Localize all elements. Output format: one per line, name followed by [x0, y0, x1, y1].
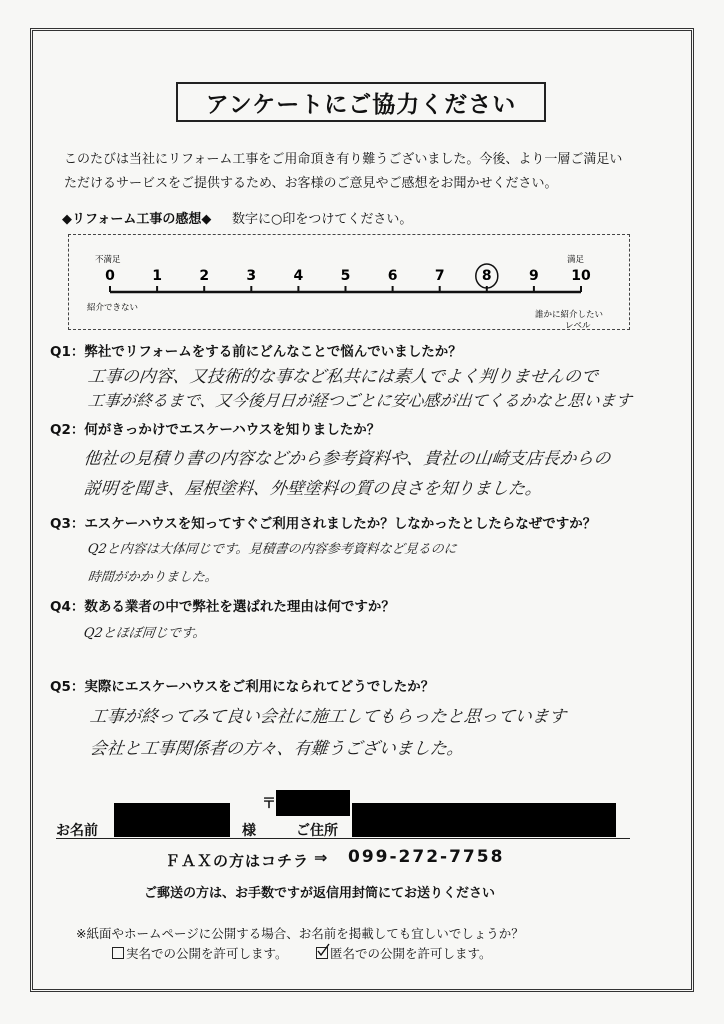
question-3: Q3：エスケーハウスを知ってすぐご利用されましたか？しなかったとしたらなぜですか？ [50, 516, 597, 532]
sama-label: 様 [242, 823, 256, 839]
checkmark-icon [316, 943, 330, 957]
scale-ticks [105, 264, 591, 292]
rating-instruction: 数字に○印をつけてください。 [232, 212, 413, 227]
satisfaction-scale [68, 234, 630, 330]
address-redaction [352, 803, 616, 837]
option-real-name[interactable] [112, 944, 288, 962]
scale-number-1[interactable]: 1 [152, 268, 162, 284]
scale-number-10[interactable]: 10 [571, 268, 591, 284]
scale-number-6[interactable]: 6 [387, 268, 398, 284]
answer-2-line-2: 説明を聞き、屋根塗料、外壁塗料の質の良さを知りました。 [82, 479, 544, 499]
scale-number-0[interactable]: 0 [105, 268, 115, 284]
anonymous-checkbox[interactable] [316, 947, 328, 959]
survey-title: アンケートにご協力ください [176, 82, 546, 122]
intro-line-2: ただけるサービスをご提供するため、お客様のご意見やご感想をお聞かせください。 [64, 176, 558, 191]
answer-3-line-2: 時間がかかりました。 [87, 570, 219, 585]
question-5: Q5：実際にエスケーハウスをご利用になられてどうでしたか？ [50, 679, 435, 695]
scale-right-top: 満足 [567, 255, 585, 265]
question-4: Q4：数ある業者の中で弊社を選ばれた理由は何ですか？ [50, 599, 395, 615]
intro-line-1: このたびは当社にリフォーム工事をご用命頂き有り難うございました。今後、より一層ご満足い [64, 152, 623, 167]
scale-number-4[interactable]: 4 [293, 268, 304, 284]
scale-number-3[interactable]: 3 [246, 268, 257, 284]
postal-mark: 〒 [262, 796, 276, 812]
real-name-checkbox[interactable] [112, 947, 124, 959]
form-underline [56, 838, 630, 839]
option-anon-label: 匿名での公開を許可します。 [330, 946, 492, 961]
answer-1-line-2: 工事が終るまで、又今後月日が経つごとに安心感が出てくるかなと思います [86, 391, 633, 410]
publish-question: ※紙面やホームページに公開する場合、お名前を掲載しても宜しいでしょうか？ [76, 926, 524, 941]
answer-3-line-1: Q2と内容は大体同じです。見積書の内容参考資料など見るのに [87, 542, 458, 557]
option-anonymous[interactable] [316, 944, 492, 962]
answer-1-line-1: 工事の内容、又技術的な事など私共には素人でよく判りませんので [86, 367, 599, 387]
scale-number-5[interactable]: 5 [340, 268, 351, 284]
postal-redaction [276, 790, 350, 816]
fax-arrow: ⇒ [314, 848, 328, 867]
mail-note: ご郵送の方は、お手数ですが返信用封筒にてお送りください [144, 886, 496, 901]
scale-number-9[interactable]: 9 [529, 268, 539, 284]
answer-4-line-1: Q2とほぼ同じです。 [83, 626, 207, 641]
scale-right-bottom-1: 誰かに紹介したい [535, 310, 604, 320]
scale-svg [69, 235, 631, 331]
address-label: ご住所 [296, 823, 338, 839]
scale-left-bottom: 紹介できない [87, 303, 139, 313]
scale-number-8[interactable]: 8 [481, 268, 492, 284]
answer-2-line-1: 他社の見積り書の内容などから参考資料や、貴社の山崎支店長からの [82, 449, 612, 469]
name-redaction [114, 803, 230, 837]
name-label: お名前 [56, 823, 98, 839]
scale-left-top: 不満足 [95, 255, 121, 265]
fax-label: ＦＡＸの方はコチラ [165, 852, 310, 870]
answer-5-line-2: 会社と工事関係者の方々、有難うございました。 [88, 739, 465, 759]
fax-number: 099-272-7758 [348, 847, 505, 867]
answer-5-line-1: 工事が終ってみて良い会社に施工してもらったと思っています [88, 707, 567, 727]
intro-text [64, 148, 674, 196]
question-1: Q1：弊社でリフォームをする前にどんなことで悩んでいましたか？ [50, 344, 462, 360]
rating-section-label: ◆リフォーム工事の感想◆ [62, 212, 212, 227]
option-real-label: 実名での公開を許可します。 [126, 946, 288, 961]
scale-right-bottom-2: レベル [565, 321, 591, 331]
scale-number-7[interactable]: 7 [434, 268, 445, 284]
question-2: Q2：何がきっかけでエスケーハウスを知りましたか？ [50, 422, 381, 438]
scale-number-2[interactable]: 2 [199, 268, 210, 284]
